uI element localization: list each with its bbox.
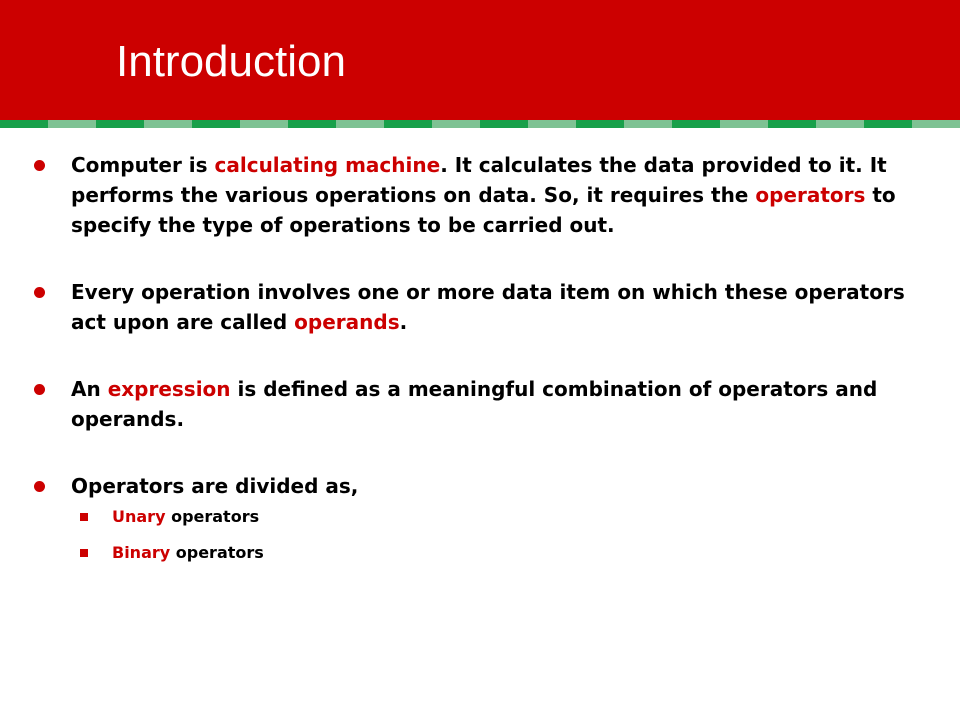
slide-title: Introduction <box>116 37 346 86</box>
square-bullet-icon <box>80 549 88 557</box>
bullet-dot-icon <box>34 384 45 395</box>
decorative-stripe <box>0 120 960 128</box>
highlight-term: calculating machine <box>214 153 441 177</box>
bullet-text: . It calculates the data provided to it. It performs the various operations on data. So, it requires the <box>71 153 887 207</box>
sub-bullet-item <box>34 541 934 565</box>
highlight-term: Unary <box>112 507 166 526</box>
bullet-text: to specify the type of operations to be carried out. <box>71 183 896 237</box>
slide-header <box>0 0 960 120</box>
bullet-text: Operators are divided as, <box>71 474 359 498</box>
highlight-term: operands <box>294 310 400 334</box>
highlight-term: expression <box>107 377 231 401</box>
bullet-dot-icon <box>34 287 45 298</box>
sub-bullet-text: operators <box>165 507 260 526</box>
bullet-text: is defined as a meaningful combination of operators and operands. <box>71 377 878 431</box>
sub-bullet-item <box>34 505 934 529</box>
bullet-text: Every operation involves one or more data item on which these operators act upon are called <box>71 280 905 334</box>
bullet-text: Computer is <box>71 153 215 177</box>
bullet-dot-icon <box>34 481 45 492</box>
sub-bullet-text: operators <box>170 543 264 562</box>
square-bullet-icon <box>80 513 88 521</box>
bullet-item <box>34 374 934 434</box>
bullet-dot-icon <box>34 160 45 171</box>
bullet-item <box>34 150 934 240</box>
bullet-text: . <box>399 310 408 334</box>
highlight-term: Binary <box>112 543 171 562</box>
bullet-text: An <box>71 377 108 401</box>
bullet-item <box>34 277 934 337</box>
bullet-item <box>34 471 934 501</box>
highlight-term: operators <box>755 183 866 207</box>
slide-content <box>34 150 934 577</box>
